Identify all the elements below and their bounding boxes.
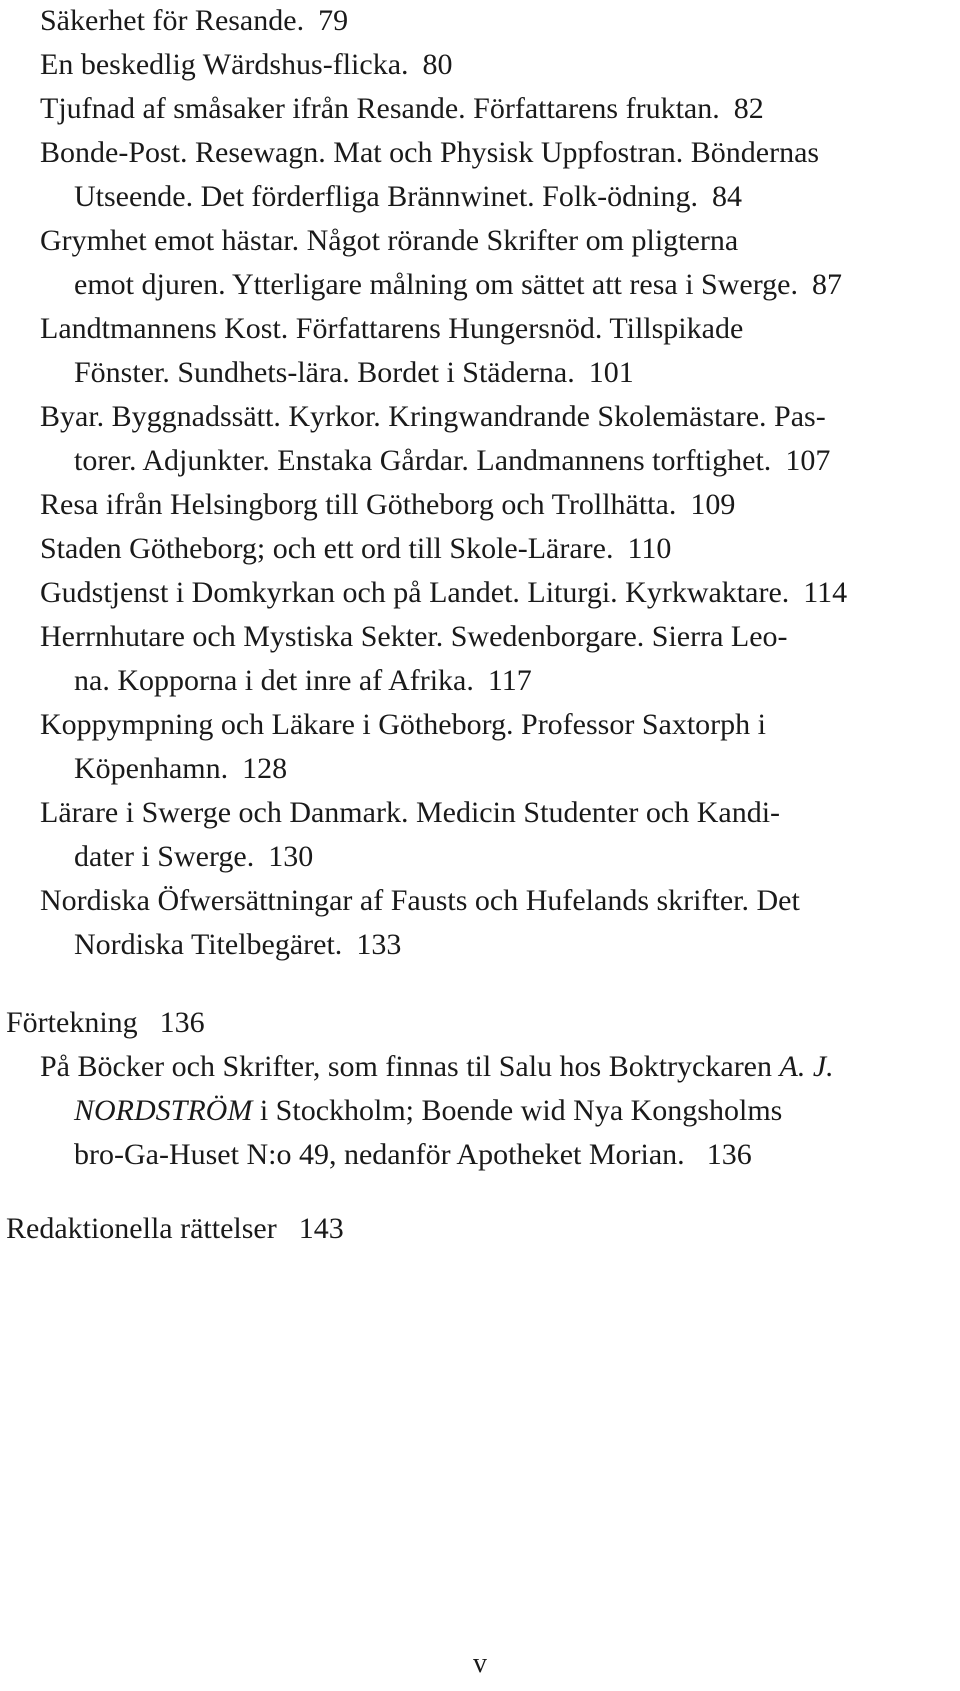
toc-entry-text: na. Kopporna i det inre af Afrika. <box>74 664 474 697</box>
toc-entry-line2 <box>74 666 532 696</box>
section-title: Redaktionella rättelser <box>6 1212 277 1245</box>
toc-entry-line1 <box>40 314 743 344</box>
section-page: 143 <box>298 1212 344 1245</box>
toc-entry-text: Fönster. Sundhets-lära. Bordet i Städerna. <box>74 356 575 389</box>
toc-entry-text: Gudstjenst i Domkyrkan och på Landet. Liturgi. Kyrkwaktare. <box>40 576 790 609</box>
toc-entry-line2 <box>74 270 842 300</box>
toc-entry-line2 <box>74 358 634 388</box>
toc-entry-page: 107 <box>785 444 831 477</box>
toc-entry-text: Bonde-Post. Resewagn. Mat och Physisk Uppfostran. Böndernas <box>40 136 820 169</box>
toc-entry-page: 80 <box>422 48 453 81</box>
toc-entry-text: Landtmannens Kost. Författarens Hungersnöd. Tillspikade <box>40 312 744 345</box>
boktryck-line1 <box>40 1052 834 1082</box>
toc-entry-line1 <box>40 886 800 916</box>
toc-entry-page: 114 <box>803 576 848 609</box>
toc-entry-page: 110 <box>627 532 672 565</box>
boktryck-page: 136 <box>706 1138 752 1171</box>
boktryck-line3 <box>74 1140 752 1170</box>
boktryck-text: bro-Ga-Huset N:o 49, nedanför Apotheket Morian. <box>74 1138 685 1171</box>
toc-entry <box>40 94 764 124</box>
section-title: Förtekning <box>6 1006 138 1039</box>
toc-entry-line1 <box>40 622 788 652</box>
toc-entry-line1 <box>40 402 826 432</box>
toc-entry-line1 <box>40 138 819 168</box>
toc-entry-page: 87 <box>811 268 842 301</box>
toc-entry-page: 82 <box>733 92 764 125</box>
toc-entry-text: torer. Adjunkter. Enstaka Gårdar. Landmannens torftighet. <box>74 444 772 477</box>
toc-entry-text: Lärare i Swerge och Danmark. Medicin Studenter och Kandi- <box>40 796 781 829</box>
toc-entry-line1 <box>40 798 780 828</box>
toc-entry-page: 101 <box>588 356 634 389</box>
toc-entry <box>40 50 453 80</box>
toc-entry-line1 <box>40 710 766 740</box>
toc-entry-text: Byar. Byggnadssätt. Kyrkor. Kringwandrande Skolemästare. Pas- <box>40 400 826 433</box>
toc-entry-page: 133 <box>356 928 402 961</box>
toc-entry-text: Koppympning och Läkare i Götheborg. Professor Saxtorph i <box>40 708 766 741</box>
boktryck-initials: A. J. <box>779 1050 834 1083</box>
boktryck-line2 <box>74 1096 782 1126</box>
toc-entry-text: Nordiska Titelbegäret. <box>74 928 343 961</box>
toc-entry-text: Grymhet emot hästar. Något rörande Skrifter om pligterna <box>40 224 739 257</box>
boktryck-text: i Stockholm; Boende wid Nya Kongsholms <box>259 1094 783 1127</box>
toc-entry-page: 130 <box>268 840 314 873</box>
toc-entry-line2 <box>74 930 401 960</box>
toc-entry <box>40 534 671 564</box>
toc-entry-line1 <box>40 226 738 256</box>
toc-entry-text: dater i Swerge. <box>74 840 255 873</box>
boktryck-text: På Böcker och Skrifter, som finnas til Salu hos Boktryckaren <box>40 1050 772 1083</box>
toc-entry-text: Staden Götheborg; och ett ord till Skole-Lärare. <box>40 532 614 565</box>
toc-entry <box>40 578 847 608</box>
toc-entry-page: 117 <box>487 664 532 697</box>
toc-entry-text: Köpenhamn. <box>74 752 229 785</box>
toc-entry-text: En beskedlig Wärdshus-flicka. <box>40 48 409 81</box>
toc-entry-text: Nordiska Öfwersättningar af Fausts och Hufelands skrifter. Det <box>40 884 800 917</box>
boktryck-name: NORDSTRÖM <box>74 1094 253 1127</box>
toc-entry-line2 <box>74 754 287 784</box>
toc-entry-line2 <box>74 842 313 872</box>
toc-entry-text: Utseende. Det förderfliga Brännwinet. Folk-ödning. <box>74 180 699 213</box>
toc-entry-text: Tjufnad af småsaker ifrån Resande. Författarens fruktan. <box>40 92 720 125</box>
page-folio: v <box>473 1648 487 1679</box>
section-heading-fortekning <box>6 1008 205 1038</box>
toc-entry-text: Säkerhet för Resande. <box>40 4 305 37</box>
toc-entry-page: 84 <box>712 180 743 213</box>
toc-entry-page: 128 <box>242 752 288 785</box>
toc-entry-line2 <box>74 182 742 212</box>
section-heading-redaktionella <box>6 1214 344 1244</box>
section-page: 136 <box>159 1006 205 1039</box>
toc-entry <box>40 490 735 520</box>
toc-entry-text: emot djuren. Ytterligare målning om sättet att resa i Swerge. <box>74 268 798 301</box>
toc-entry <box>40 6 348 36</box>
toc-entry-text: Herrnhutare och Mystiska Sekter. Swedenborgare. Sierra Leo- <box>40 620 788 653</box>
toc-entry-line2 <box>74 446 830 476</box>
toc-entry-page: 109 <box>690 488 736 521</box>
toc-entry-text: Resa ifrån Helsingborg till Götheborg och Trollhätta. <box>40 488 677 521</box>
toc-entry-page: 79 <box>318 4 349 37</box>
